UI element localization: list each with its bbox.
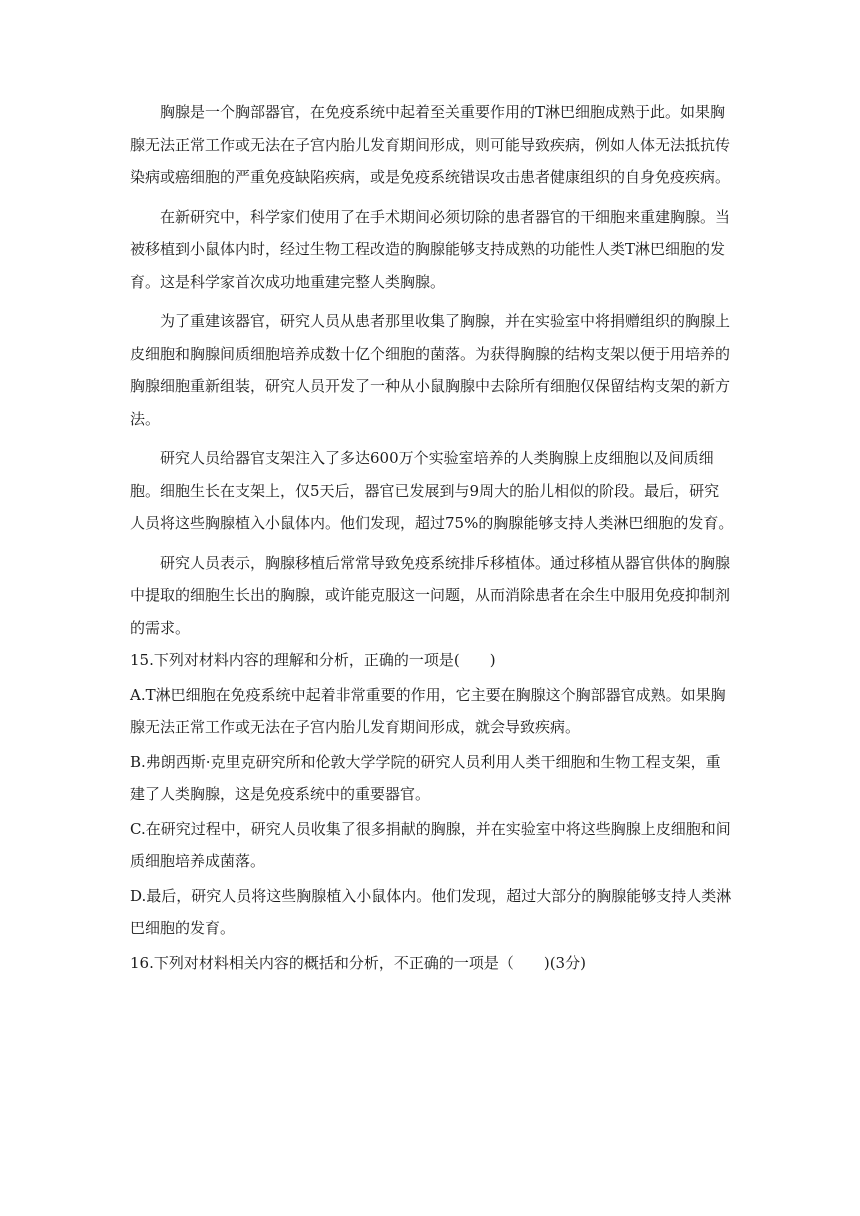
paragraph-4-line-2: 胞。细胞生长在支架上，仅5天后，器官已发展到与9周大的胎儿相似的阶段。最后，研究 [130, 481, 720, 500]
paragraph-5-line-2: 中提取的细胞生长出的胸腺，或许能克服这一问题，从而消除患者在余生中服用免疫抑制剂 [130, 586, 731, 604]
paragraph-3-line-4: 法。 [130, 409, 161, 428]
paragraph-3-line-3: 胸腺细胞重新组装，研究人员开发了一种从小鼠胸腺中去除所有细胞仅保留结构支架的新方 [130, 377, 731, 395]
paragraph-2-line-1: 在新研究中，科学家们使用了在手术期间必须切除的患者器官的干细胞来重建胸腺。当 [160, 207, 731, 226]
paragraph-2-line-2: 被移植到小鼠体内时，经过生物工程改造的胸腺能够支持成熟的功能性人类T淋巴细胞的发 [130, 240, 726, 258]
question-15-option-c-line-1: C.在研究过程中，研究人员收集了很多捐献的胸腺，并在实验室中将这些胸腺上皮细胞和间 [130, 819, 731, 838]
question-15-option-a-line-1: A.T淋巴细胞在免疫系统中起着非常重要的作用，它主要在胸腺这个胸部器官成熟。如果胸 [130, 685, 726, 704]
paragraph-3-line-1: 为了重建该器官，研究人员从患者那里收集了胸腺，并在实验室中将捐赠组织的胸腺上 [160, 312, 731, 330]
document-page [130, 96, 734, 979]
paragraph-5-line-1: 研究人员表示，胸腺移植后常常导致免疫系统排斥移植体。通过移植从器官供体的胸腺 [160, 553, 731, 572]
question-15-option-b-line-2: 建了人类胸腺，这是免疫系统中的重要器官。 [130, 785, 431, 803]
paragraph-1-line-3: 染病或癌细胞的严重免疫缺陷疾病，或是免疫系统错误攻击患者健康组织的自身免疫疾病。 [130, 168, 731, 186]
question-16-stem: 16.下列对材料相关内容的概括和分析，不正确的一项是（ )(3分) [130, 953, 586, 972]
paragraph-1-line-1: 胸腺是一个胸部器官，在免疫系统中起着至关重要作用的T淋巴细胞成熟于此。如果胸 [160, 103, 726, 121]
paragraph-2-line-3: 育。这是科学家首次成功地重建完整人类胸腺。 [130, 272, 446, 291]
paragraph-1-line-2: 腺无法正常工作或无法在子宫内胎儿发育期间形成，则可能导致疾病，例如人体无法抵抗传 [130, 135, 731, 154]
paragraph-3-line-2: 皮细胞和胸腺间质细胞培养成数十亿个细胞的菌落。为获得胸腺的结构支架以便于用培养的 [130, 344, 731, 363]
question-15-option-b-line-1: B.弗朗西斯·克里克研究所和伦敦大学学院的研究人员利用人类干细胞和生物工程支架，重 [130, 752, 721, 771]
question-15-option-a-line-2: 腺无法正常工作或无法在子宫内胎儿发育期间形成，就会导致疾病。 [130, 718, 581, 736]
question-15-option-c-line-2: 质细胞培养成菌落。 [130, 852, 266, 870]
question-15-option-d-line-1: D.最后，研究人员将这些胸腺植入小鼠体内。他们发现，超过大部分的胸腺能够支持人类淋 [130, 886, 732, 905]
paragraph-5-line-3: 的需求。 [130, 618, 191, 637]
paragraph-4-line-3: 人员将这些胸腺植入小鼠体内。他们发现，超过75%的胸腺能够支持人类淋巴细胞的发育。 [130, 514, 734, 532]
paragraph-4-line-1: 研究人员给器官支架注入了多达600万个实验室培养的人类胸腺上皮细胞以及间质细 [160, 449, 714, 467]
question-15-option-d-line-2: 巴细胞的发育。 [130, 919, 236, 937]
question-15-stem: 15.下列对材料内容的理解和分析，正确的一项是( ) [130, 651, 496, 669]
